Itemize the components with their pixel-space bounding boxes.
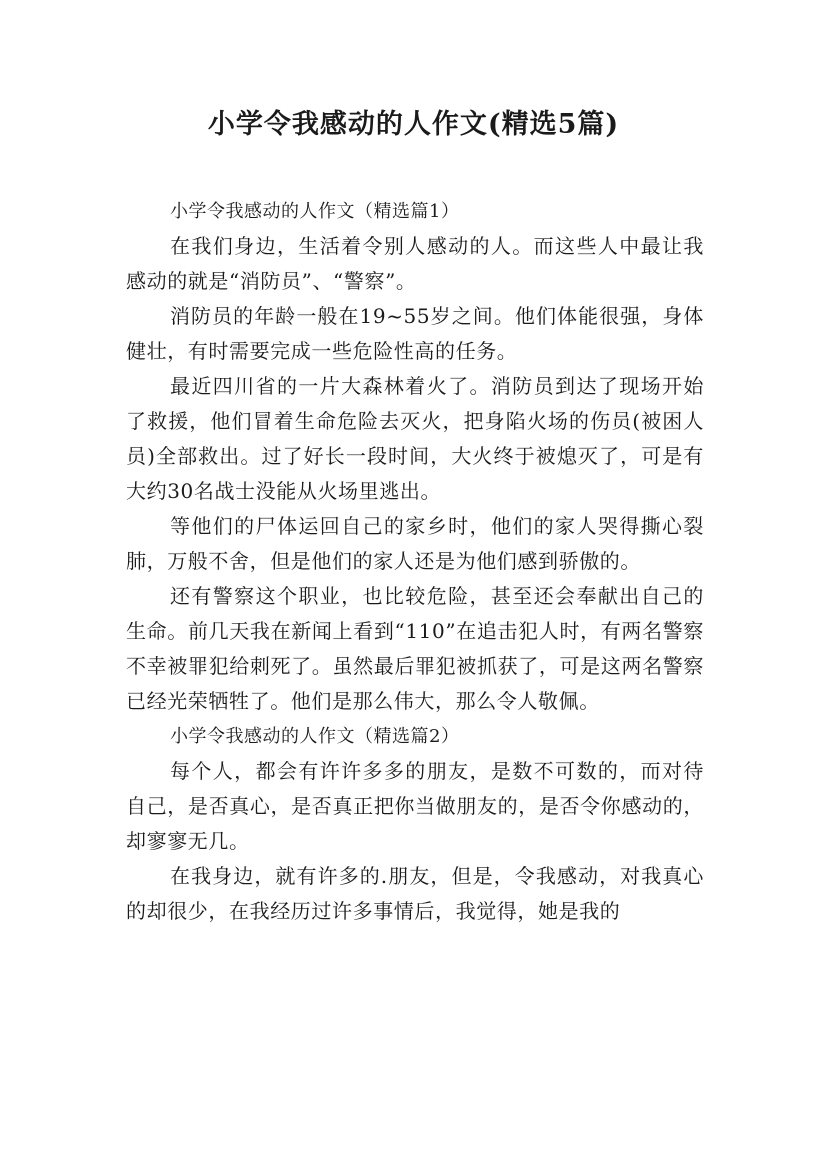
document-body <box>126 194 704 929</box>
document-title: 小学令我感动的人作文(精选5篇) <box>207 109 620 140</box>
section-heading: 小学令我感动的人作文（精选篇2） <box>170 726 460 747</box>
paragraph: 等他们的尸体运回自己的家乡时，他们的家人哭得撕心裂肺，万般不舍，但是他们的家人还是为他们感到骄傲的。 <box>126 514 704 573</box>
paragraph: 在我们身边，生活着令别人感动的人。而这些人中最让我感动的就是“消防员”、“警察”。 <box>126 234 704 293</box>
paragraph: 还有警察这个职业，也比较危险，甚至还会奉献出自己的生命。前几天我在新闻上看到“110”在追击犯人时，有两名警察不幸被罪犯给刺死了。虽然最后罪犯被抓获了，可是这两名警察已经光荣牺牲了。他们是那么伟大，那么令人敬佩。 <box>126 584 704 713</box>
paragraph: 消防员的年龄一般在19~55岁之间。他们体能很强，身体健壮，有时需要完成一些危险性高的任务。 <box>126 304 704 363</box>
paragraph: 每个人，都会有许许多多的朋友，是数不可数的，而对待自己，是否真心，是否真正把你当做朋友的，是否令你感动的，却寥寥无几。 <box>126 759 704 853</box>
paragraph: 最近四川省的一片大森林着火了。消防员到达了现场开始了救援，他们冒着生命危险去灭火，把身陷火场的伤员(被困人员)全部救出。过了好长一段时间，大火终于被熄灭了，可是有大约30名战士没能从火场里逃出。 <box>126 374 704 503</box>
section-heading: 小学令我感动的人作文（精选篇1） <box>170 201 460 222</box>
paragraph: 在我身边，就有许多的.朋友，但是，令我感动，对我真心的却很少，在我经历过许多事情后，我觉得，她是我的 <box>126 864 704 923</box>
